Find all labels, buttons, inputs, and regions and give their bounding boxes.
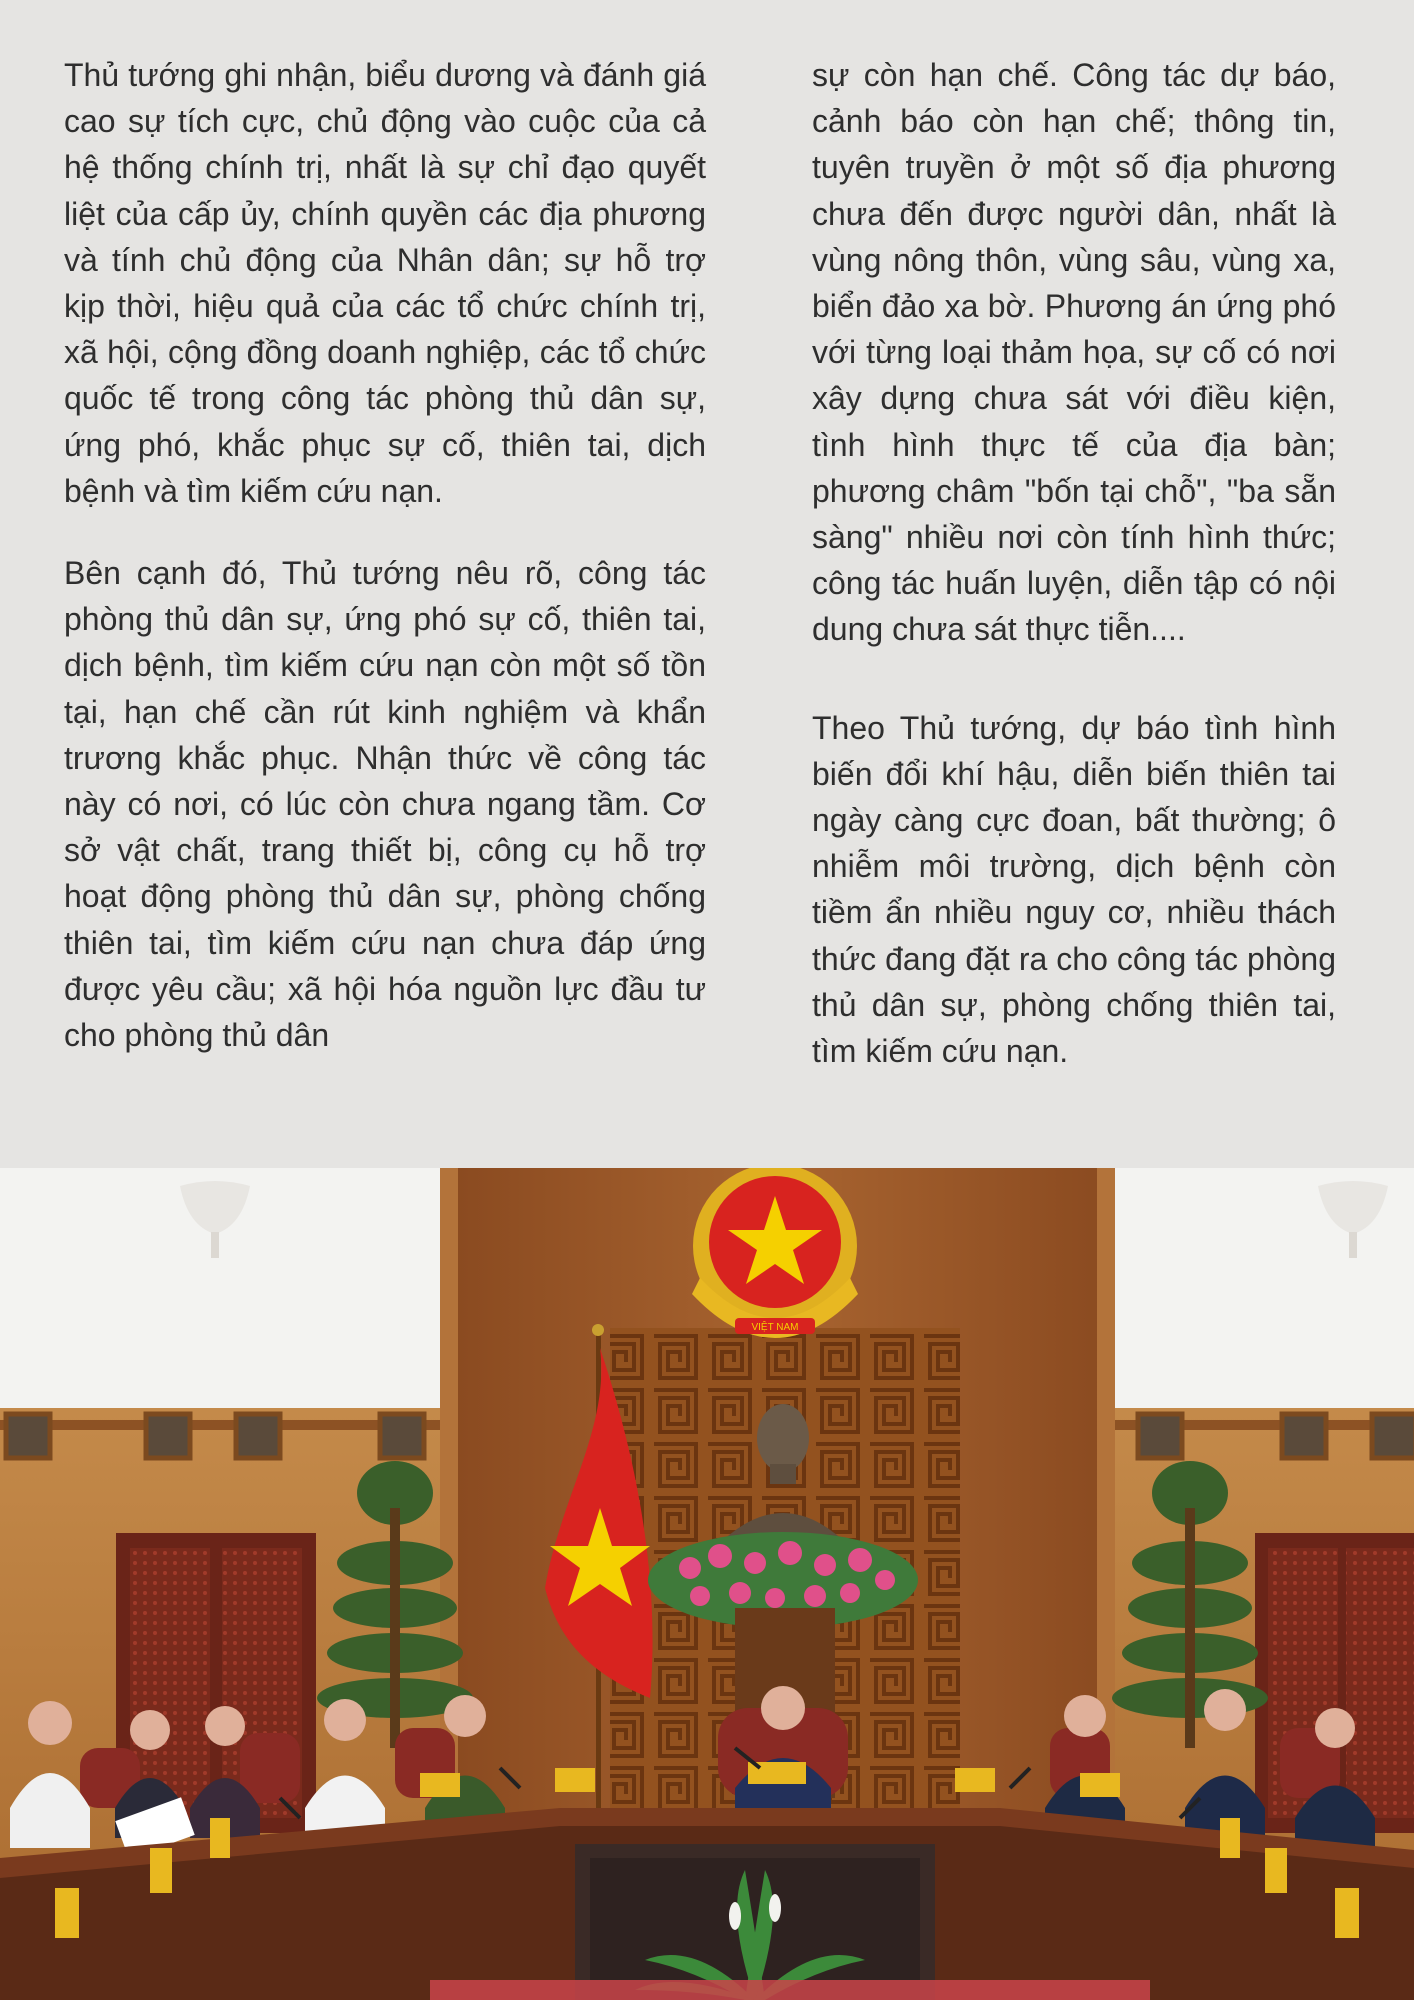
svg-text:VIỆT NAM: VIỆT NAM (751, 1322, 799, 1333)
meeting-photo (0, 1168, 1414, 2000)
article-column-right (812, 52, 1336, 1074)
paragraph: Theo Thủ tướng, dự báo tình hình biến đổi khí hậu, diễn biến thiên tai ngày càng cực đoan, bất thường; ô nhiễm môi trường, dịch bệnh còn tiềm ẩn nhiều nguy cơ, nhiều thách thức đang đặt ra cho công tác phòng thủ dân sự, phòng chống thiên tai, tìm kiếm cứu nạn. (812, 709, 1336, 1070)
paragraph: Bên cạnh đó, Thủ tướng nêu rõ, công tác phòng thủ dân sự, ứng phó sự cố, thiên tai, dịch bệnh, tìm kiếm cứu nạn còn một số tồn tại, hạn chế cần rút kinh nghiệm và khẩn trương khắc phục. Nhận thức về công tác này có nơi, có lúc còn chưa ngang tầm. Cơ sở vật chất, trang thiết bị, công cụ hỗ trợ hoạt động phòng thủ dân sự, phòng chống thiên tai, tìm kiếm cứu nạn chưa đáp ứng được yêu cầu; xã hội hóa nguồn lực đầu tư cho phòng thủ dân (64, 555, 706, 1054)
paragraph: sự còn hạn chế. Công tác dự báo, cảnh báo còn hạn chế; thông tin, tuyên truyền ở một số địa phương chưa đến được người dân, nhất là vùng nông thôn, vùng sâu, vùng xa, biển đảo xa bờ. Phương án ứng phó với từng loại thảm họa, sự cố có nơi xây dựng chưa sát với điều kiện, tình hình thực tế của địa bàn; phương châm "bốn tại chỗ", "ba sẵn sàng" nhiều nơi còn tính hình thức; công tác huấn luyện, diễn tập có nội dung chưa sát thực tiễn.... (812, 57, 1336, 648)
emblem-icon (692, 1168, 858, 1338)
article-column-left (64, 52, 706, 1058)
paragraph: Thủ tướng ghi nhận, biểu dương và đánh giá cao sự tích cực, chủ động vào cuộc của cả hệ thống chính trị, nhất là sự chỉ đạo quyết liệt của cấp ủy, chính quyền các địa phương và tính chủ động của Nhân dân; sự hỗ trợ kịp thời, hiệu quả của các tổ chức chính trị, xã hội, cộng đồng doanh nghiệp, các tổ chức quốc tế trong công tác phòng thủ dân sự, ứng phó, khắc phục sự cố, thiên tai, dịch bệnh và tìm kiếm cứu nạn. (64, 57, 706, 509)
